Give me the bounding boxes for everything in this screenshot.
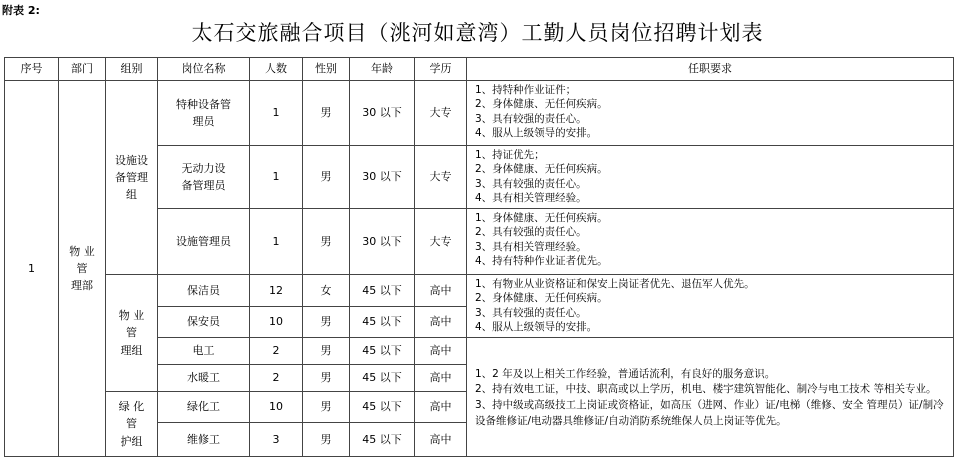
- header-education: 学历: [415, 58, 467, 81]
- education-cell: 高中: [415, 365, 467, 392]
- header-age: 年龄: [350, 58, 415, 81]
- requirement-line: 1、身体健康、无任何疾病。: [475, 212, 608, 224]
- education-cell: 高中: [415, 307, 467, 338]
- post-cell: 无动力设 备管理员: [158, 146, 250, 209]
- gender-cell: 男: [303, 146, 350, 209]
- header-seq: 序号: [5, 58, 59, 81]
- requirements-cell: [467, 338, 954, 457]
- post-cell: 绿化工: [158, 392, 250, 423]
- age-cell: 45 以下: [350, 307, 415, 338]
- header-count: 人数: [250, 58, 303, 81]
- education-cell: 高中: [415, 338, 467, 365]
- gender-cell: 男: [303, 81, 350, 146]
- requirements-cell: [467, 81, 954, 146]
- education-cell: 高中: [415, 392, 467, 423]
- requirement-line: 2、身体健康、无任何疾病。: [475, 98, 608, 111]
- post-cell: 水暖工: [158, 365, 250, 392]
- post-cell: 特种设备管 理员: [158, 81, 250, 146]
- requirement-line: 3、具有较强的责任心。: [475, 306, 587, 319]
- post-cell: 电工: [158, 338, 250, 365]
- appendix-label: 附表 2:: [2, 4, 40, 17]
- group-cell-property: 物 业 管 理组: [106, 275, 158, 392]
- table-title: 太石交旅融合项目（洮河如意湾）工勤人员岗位招聘计划表: [191, 21, 764, 45]
- count-cell: 2: [250, 365, 303, 392]
- gender-cell: 男: [303, 392, 350, 423]
- education-cell: 高中: [415, 275, 467, 307]
- requirements-cell: [467, 209, 954, 275]
- age-cell: 45 以下: [350, 423, 415, 457]
- requirement-line: 2、持有效电工证，中技、职高或以上学历，机电、楼宇建筑智能化、制冷与电工技术 等相关专业。: [475, 383, 937, 396]
- education-cell: 大专: [415, 146, 467, 209]
- count-cell: 1: [250, 146, 303, 209]
- requirement-line: 1、有物业从业资格证和保安上岗证者优先、退伍军人优先。: [475, 278, 755, 290]
- header-post: 岗位名称: [158, 58, 250, 81]
- age-cell: 45 以下: [350, 365, 415, 392]
- count-cell: 10: [250, 307, 303, 338]
- count-cell: 3: [250, 423, 303, 457]
- gender-cell: 男: [303, 209, 350, 275]
- gender-cell: 男: [303, 365, 350, 392]
- age-cell: 30 以下: [350, 146, 415, 209]
- post-cell: 设施管理员: [158, 209, 250, 275]
- header-group: 组别: [106, 58, 158, 81]
- table-row: [5, 275, 954, 307]
- count-cell: 1: [250, 81, 303, 146]
- gender-cell: 女: [303, 275, 350, 307]
- group-cell-facility: 设施设 备管理 组: [106, 81, 158, 275]
- requirement-line: 4、持有特种作业证者优先。: [475, 255, 608, 268]
- requirement-line: 3、持中级或高级技工上岗证或资格证，如高压（进网、作业）证/电梯（维修、安全 管理员）证/制冷设备维修证/电动器具维修证/自动消防系统维保人员上岗证等优先。: [475, 399, 944, 427]
- age-cell: 30 以下: [350, 81, 415, 146]
- header-requirements: 任职要求: [467, 58, 954, 81]
- education-cell: 大专: [415, 209, 467, 275]
- requirements-cell: [467, 146, 954, 209]
- header-department: 部门: [59, 58, 106, 81]
- requirement-line: 1、持特种作业证件；: [475, 84, 577, 96]
- post-cell: 保洁员: [158, 275, 250, 307]
- count-cell: 12: [250, 275, 303, 307]
- requirement-line: 1、2 年及以上相关工作经验，普通话流利，有良好的服务意识。: [475, 367, 776, 380]
- header-gender: 性别: [303, 58, 350, 81]
- requirement-line: 4、具有相关管理经验。: [475, 192, 587, 205]
- requirement-line: 4、服从上级领导的安排。: [475, 321, 598, 334]
- seq-cell: 1: [5, 81, 59, 457]
- age-cell: 45 以下: [350, 392, 415, 423]
- requirement-line: 3、具有较强的责任心。: [475, 177, 587, 190]
- requirement-line: 1、持证优先；: [475, 149, 545, 161]
- group-cell-green: 绿 化 管 护组: [106, 392, 158, 457]
- count-cell: 2: [250, 338, 303, 365]
- header-row: [5, 58, 954, 81]
- age-cell: 45 以下: [350, 275, 415, 307]
- requirement-line: 3、具有较强的责任心。: [475, 112, 587, 125]
- gender-cell: 男: [303, 338, 350, 365]
- age-cell: 45 以下: [350, 338, 415, 365]
- requirement-line: 3、具有相关管理经验。: [475, 240, 587, 253]
- post-cell: 维修工: [158, 423, 250, 457]
- gender-cell: 男: [303, 423, 350, 457]
- age-cell: 30 以下: [350, 209, 415, 275]
- gender-cell: 男: [303, 307, 350, 338]
- requirement-line: 4、服从上级领导的安排。: [475, 127, 598, 140]
- education-cell: 高中: [415, 423, 467, 457]
- requirements-cell: [467, 275, 954, 338]
- count-cell: 10: [250, 392, 303, 423]
- department-cell: 物 业 管 理部: [59, 81, 106, 457]
- post-cell: 保安员: [158, 307, 250, 338]
- education-cell: 大专: [415, 81, 467, 146]
- recruitment-plan-table: [4, 57, 954, 457]
- requirement-line: 2、身体健康、无任何疾病。: [475, 292, 608, 305]
- count-cell: 1: [250, 209, 303, 275]
- requirement-line: 2、身体健康、无任何疾病。: [475, 163, 608, 176]
- requirement-line: 2、具有较强的责任心。: [475, 226, 587, 239]
- table-row: [5, 81, 954, 146]
